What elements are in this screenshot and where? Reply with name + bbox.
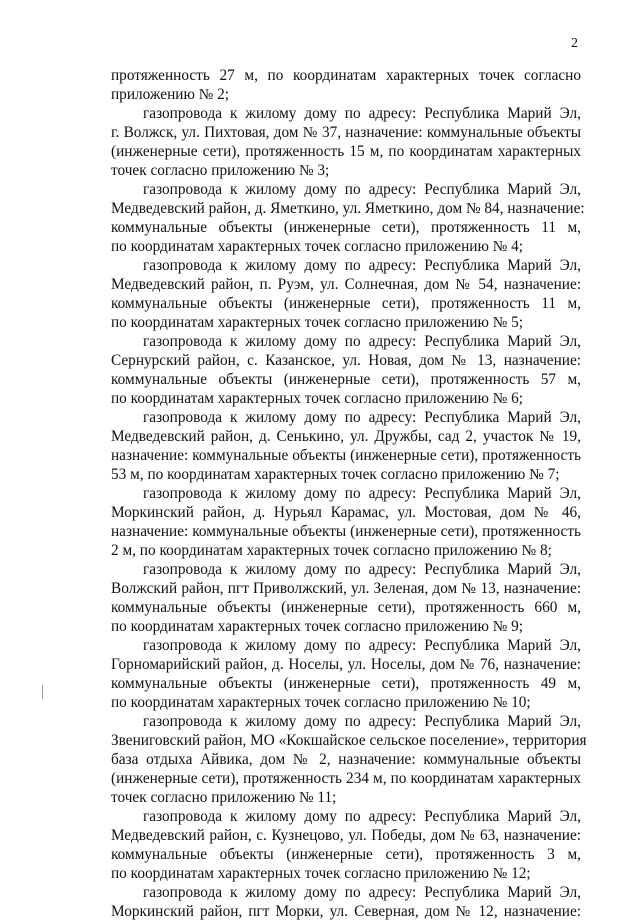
scan-margin-mark <box>42 685 43 699</box>
text-line: газопровода к жилому дому по адресу: Республика Марий Эл, <box>143 181 581 198</box>
text-line: г. Волжск, ул. Пихтовая, дом № 37, назначение: коммунальные объекты <box>111 124 581 141</box>
text-line: газопровода к жилому дому по адресу: Республика Марий Эл, <box>143 409 581 426</box>
text-line: Горномарийский район, д. Носелы, ул. Носелы, дом № 76, назначение: <box>111 656 581 673</box>
text-line: по координатам характерных точек согласно приложению № 6; <box>111 390 524 407</box>
text-line: коммунальные объекты (инженерные сети), протяженность 11 м, <box>111 295 581 312</box>
text-line: газопровода к жилому дому по адресу: Республика Марий Эл, <box>143 637 581 654</box>
text-line: Медведевский район, с. Кузнецово, ул. Победы, дом № 63, назначение: <box>111 827 581 844</box>
text-line: по координатам характерных точек согласно приложению № 5; <box>111 314 524 331</box>
text-line: газопровода к жилому дому по адресу: Республика Марий Эл, <box>143 105 581 122</box>
text-line: точек согласно приложению № 3; <box>111 162 330 179</box>
text-line: приложению № 2; <box>111 86 230 103</box>
text-line: назначение: коммунальные объекты (инженерные сети), протяженность <box>111 523 581 540</box>
document-body <box>111 66 587 921</box>
text-line: газопровода к жилому дому по адресу: Республика Марий Эл, <box>143 333 581 350</box>
text-line: газопровода к жилому дому по адресу: Республика Марий Эл, <box>143 713 581 730</box>
text-line: Медведевский район, д. Яметкино, ул. Яметкино, дом № 84, назначение: <box>111 200 585 217</box>
text-line: газопровода к жилому дому по адресу: Республика Марий Эл, <box>143 561 581 578</box>
text-line: (инженерные сети), протяженность 234 м, по координатам характерных <box>111 770 581 787</box>
text-line: Сернурский район, с. Казанское, ул. Новая, дом № 13, назначение: <box>111 352 581 369</box>
text-line: Волжский район, пгт Приволжский, ул. Зеленая, дом № 13, назначение: <box>111 580 581 597</box>
text-line: коммунальные объекты (инженерные сети), протяженность 49 м, <box>111 675 581 692</box>
text-line: по координатам характерных точек согласно приложению № 9; <box>111 618 524 635</box>
text-line: по координатам характерных точек согласно приложению № 12; <box>111 865 531 882</box>
text-line: коммунальные объекты (инженерные сети), протяженность 660 м, <box>111 599 581 616</box>
text-line: коммунальные объекты (инженерные сети), протяженность 57 м, <box>111 371 581 388</box>
text-line: Моркинский район, пгт Морки, ул. Северная, дом № 12, назначение: <box>111 903 581 920</box>
text-line: 2 м, по координатам характерных точек согласно приложению № 8; <box>111 542 552 559</box>
text-line: Медведевский район, д. Сенькино, ул. Дружбы, сад 2, участок № 19, <box>111 428 581 445</box>
text-line: назначение: коммунальные объекты (инженерные сети), протяженность <box>111 447 581 464</box>
text-line: коммунальные объекты (инженерные сети), протяженность 11 м, <box>111 219 581 236</box>
text-line: газопровода к жилому дому по адресу: Республика Марий Эл, <box>143 808 581 825</box>
text-line: коммунальные объекты (инженерные сети), протяженность 3 м, <box>111 846 581 863</box>
text-line: протяженность 27 м, по координатам характерных точек согласно <box>111 67 581 84</box>
text-line: (инженерные сети), протяженность 15 м, по координатам характерных <box>111 143 581 160</box>
text-line: Медведевский район, п. Руэм, ул. Солнечная, дом № 54, назначение: <box>111 276 581 293</box>
page-number: 2 <box>571 36 578 51</box>
text-line: Моркинский район, д. Нурьял Карамас, ул. Мостовая, дом № 46, <box>111 504 581 521</box>
text-line: Звениговский район, МО «Кокшайское сельское поселение», территория <box>111 732 587 749</box>
text-line: газопровода к жилому дому по адресу: Республика Марий Эл, <box>143 884 581 901</box>
text-line: по координатам характерных точек согласно приложению № 4; <box>111 238 524 255</box>
text-line: по координатам характерных точек согласно приложению № 10; <box>111 694 531 711</box>
text-line: 53 м, по координатам характерных точек согласно приложению № 7; <box>111 466 560 483</box>
text-line: база отдыха Айвика, дом № 2, назначение: коммунальные объекты <box>111 751 581 768</box>
text-line: точек согласно приложению № 11; <box>111 789 337 806</box>
text-line: газопровода к жилому дому по адресу: Республика Марий Эл, <box>143 257 581 274</box>
text-line: газопровода к жилому дому по адресу: Республика Марий Эл, <box>143 485 581 502</box>
